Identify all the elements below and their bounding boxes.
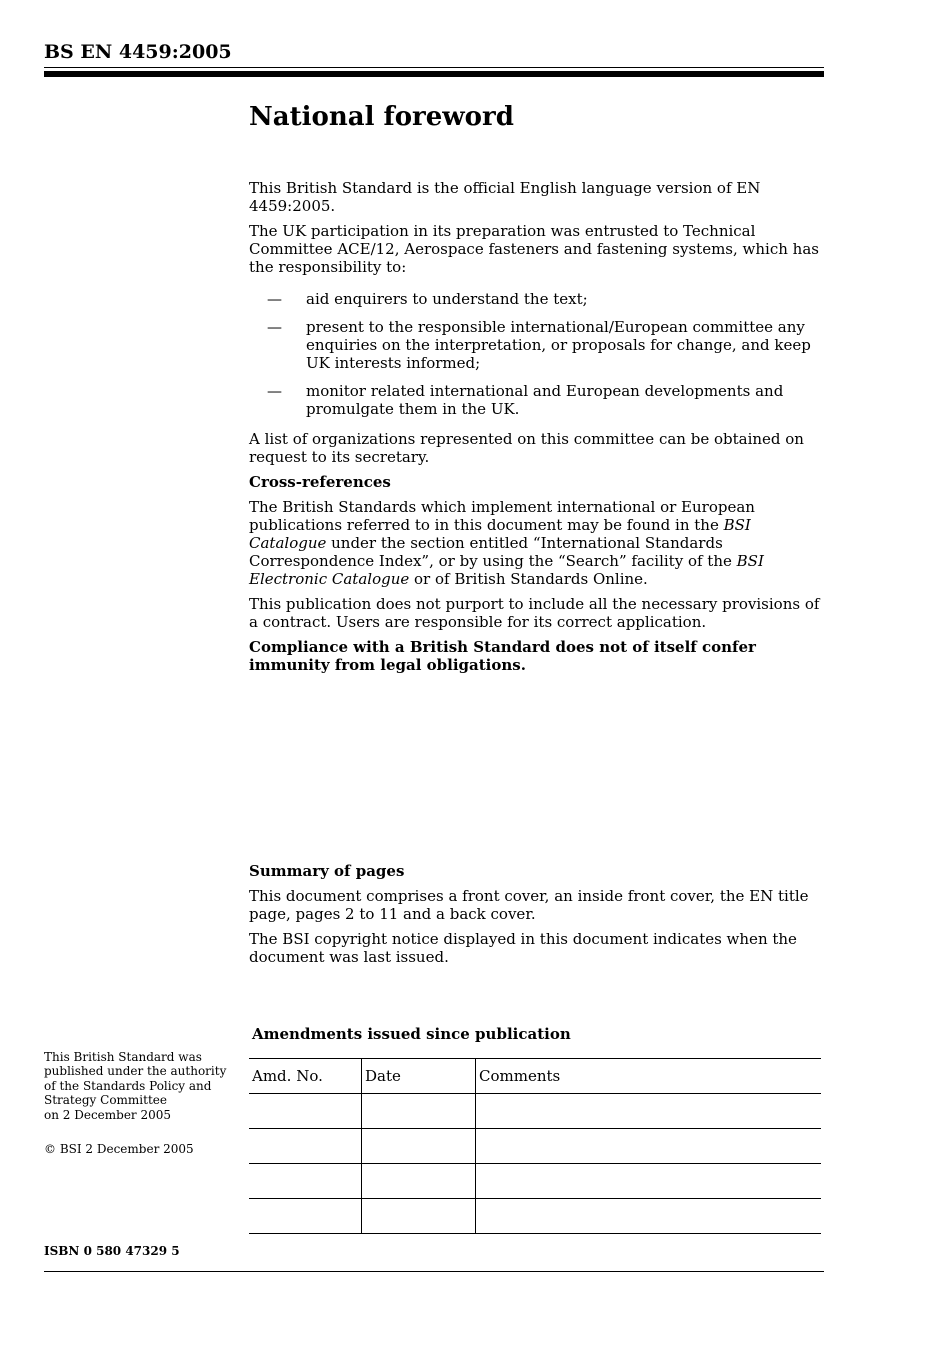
provisions-paragraph: This publication does not purport to include all the necessary provisions of a contract. Users are responsible for its correct application. bbox=[249, 595, 820, 631]
list-item bbox=[249, 290, 824, 308]
table-row bbox=[249, 1129, 821, 1164]
summary-paragraph: This document comprises a front cover, an inside front cover, the EN title page, pages 2 to 11 and a back cover. bbox=[249, 887, 809, 923]
page-title: National foreword bbox=[249, 102, 514, 132]
table-cell bbox=[249, 1164, 362, 1199]
isbn-number: ISBN 0 580 47329 5 bbox=[44, 1244, 180, 1258]
amendments-table bbox=[249, 1058, 821, 1234]
table-cell bbox=[476, 1129, 822, 1164]
crossref-heading: Cross-references bbox=[249, 473, 391, 491]
table-cell bbox=[476, 1199, 822, 1234]
list-item bbox=[249, 382, 824, 418]
table-cell bbox=[249, 1094, 362, 1129]
footer-rule bbox=[44, 1271, 824, 1272]
dash-bullet: — bbox=[267, 318, 282, 336]
note-line: This British Standard was bbox=[44, 1050, 202, 1064]
table-row bbox=[249, 1094, 821, 1129]
amendments-title: Amendments issued since publication bbox=[252, 1025, 571, 1043]
bsi-catalogue-title: BSI Catalogue bbox=[249, 516, 751, 552]
copyright-line: © BSI 2 December 2005 bbox=[44, 1142, 194, 1156]
table-header-row bbox=[249, 1059, 821, 1094]
table-row bbox=[249, 1164, 821, 1199]
table-cell bbox=[476, 1094, 822, 1129]
table-cell bbox=[362, 1199, 476, 1234]
intro-paragraph: This British Standard is the official English language version of EN 4459:2005. bbox=[249, 179, 761, 215]
column-header-amd-no: Amd. No. bbox=[249, 1059, 362, 1094]
responsibility-list bbox=[249, 290, 824, 418]
note-line: published under the authority bbox=[44, 1064, 227, 1079]
foreword-body bbox=[249, 100, 824, 681]
table-cell bbox=[249, 1129, 362, 1164]
header-rule-thick bbox=[44, 71, 824, 77]
dash-bullet: — bbox=[267, 290, 282, 308]
column-header-date: Date bbox=[362, 1059, 476, 1094]
table-cell bbox=[362, 1129, 476, 1164]
dash-bullet: — bbox=[267, 382, 282, 400]
committee-paragraph: The UK participation in its preparation was entrusted to Technical Committee ACE/12, Aerospace fasteners and fastening systems, which has the responsibility to: bbox=[249, 222, 819, 276]
note-line: of the Standards Policy and bbox=[44, 1078, 212, 1093]
summary-section bbox=[249, 862, 824, 973]
table-row bbox=[249, 1199, 821, 1234]
table-cell bbox=[249, 1199, 362, 1234]
table-cell bbox=[476, 1164, 822, 1199]
list-item-text: aid enquirers to understand the text; bbox=[306, 290, 588, 308]
table-cell bbox=[362, 1094, 476, 1129]
publication-authority-note bbox=[44, 1050, 244, 1122]
crossref-text-2: under the section entitled “International Standards Correspondence Index”, or by using the “Search” facility of the bbox=[249, 534, 737, 570]
bsi-electronic-catalogue-title: BSI Electronic Catalogue bbox=[249, 552, 764, 588]
copyright-notice-paragraph: The BSI copyright notice displayed in this document indicates when the document was last issued. bbox=[249, 930, 797, 966]
crossref-text-1: The British Standards which implement international or European publications referred to in this document may be found in the bbox=[249, 498, 755, 534]
column-header-comments: Comments bbox=[476, 1059, 822, 1094]
list-item-text: monitor related international and European developments and promulgate them in the UK. bbox=[306, 382, 784, 418]
crossref-paragraph bbox=[249, 498, 824, 588]
organizations-paragraph: A list of organizations represented on this committee can be obtained on request to its secretary. bbox=[249, 430, 804, 466]
note-line: on 2 December 2005 bbox=[44, 1107, 172, 1122]
crossref-text-3: or of British Standards Online. bbox=[409, 570, 648, 588]
note-line: Strategy Committee bbox=[44, 1093, 167, 1108]
summary-heading: Summary of pages bbox=[249, 862, 405, 880]
header-rule-thin bbox=[44, 67, 824, 68]
list-item bbox=[249, 318, 824, 372]
list-item-text: present to the responsible international/European committee any enquiries on the interpretation, or proposals for change, and keep UK interests informed; bbox=[306, 318, 811, 372]
table-cell bbox=[362, 1164, 476, 1199]
document-id: BS EN 4459:2005 bbox=[44, 41, 232, 63]
compliance-paragraph: Compliance with a British Standard does not of itself confer immunity from legal obligations. bbox=[249, 638, 756, 674]
